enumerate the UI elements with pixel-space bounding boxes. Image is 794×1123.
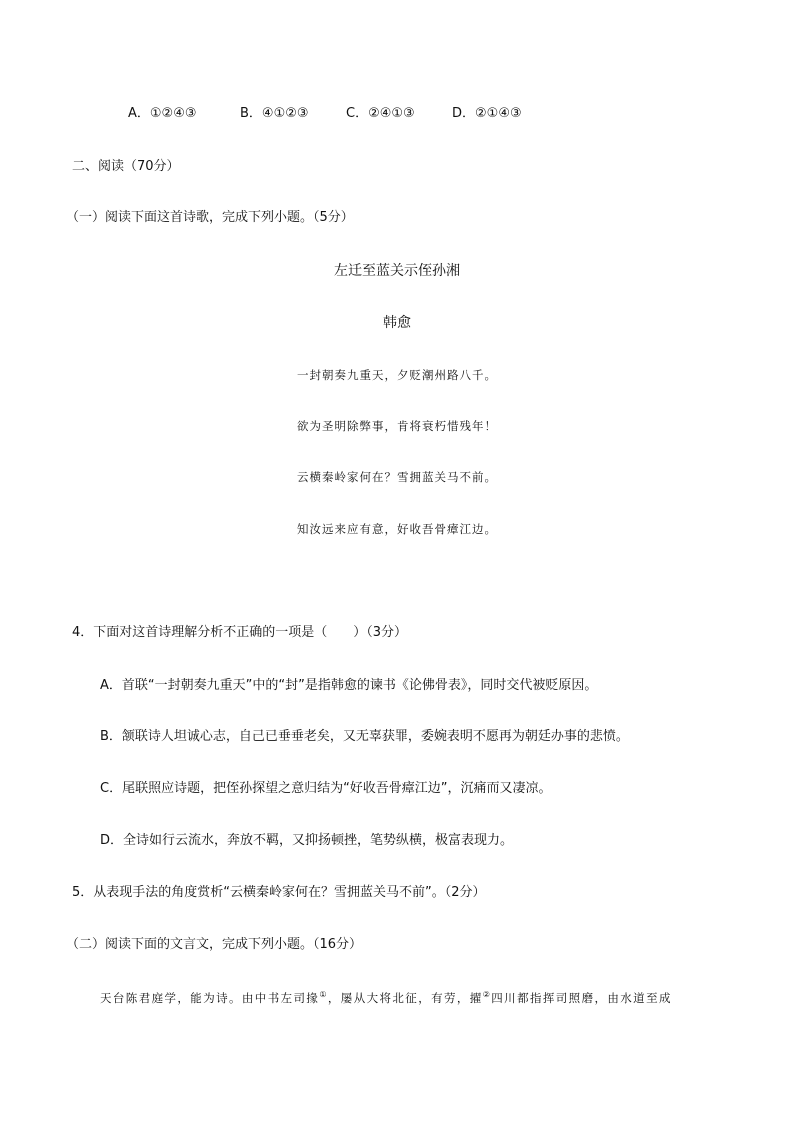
option-b: B．④①②③ — [240, 106, 309, 121]
poem-line-4: 知汝远来应有意，好收吾骨瘴江边。 — [297, 522, 497, 536]
poem-line-2: 欲为圣明除弊事，肯将衰朽惜残年！ — [297, 419, 497, 433]
question-4-option-c: C．尾联照应诗题，把侄孙探望之意归结为“好收吾骨瘴江边”，沉痛而又凄凉。 — [100, 781, 552, 796]
option-c: C．②④①③ — [346, 106, 415, 121]
question-3-options — [128, 105, 522, 123]
question-4-option-a: A．首联“一封朝奏九重天”中的“封”是指韩愈的谏书《论佛骨表》，同时交代被贬原因。 — [100, 678, 598, 693]
question-4-option-b: B．颔联诗人坦诚心志，自己已垂垂老矣，又无辜获罪，委婉表明不愿再为朝廷办事的悲愤。 — [100, 729, 629, 744]
part-two-instruction: （二）阅读下面的文言文，完成下列小题。（16分） — [66, 937, 363, 952]
poem-author: 韩愈 — [383, 315, 411, 331]
footnote-2: ② — [482, 990, 492, 1000]
question-5-stem: 5．从表现手法的角度赏析“云横秦岭家何在？雪拥蓝关马不前”。（2分） — [72, 885, 486, 900]
footnote-1: ① — [319, 990, 328, 1000]
question-4-option-d: D．全诗如行云流水，奔放不羁，又抑扬顿挫，笔势纵横，极富表现力。 — [100, 833, 514, 848]
option-d: D．②①④③ — [452, 106, 522, 121]
poem-line-3: 云横秦岭家何在？雪拥蓝关马不前。 — [297, 470, 497, 484]
passage-text-c: 四川都指挥司照磨，由水道至成 — [491, 991, 672, 1005]
poem-title: 左迁至蓝关示侄孙湘 — [334, 263, 460, 279]
question-4-stem: 4．下面对这首诗理解分析不正确的一项是（ ）（3分） — [72, 625, 408, 640]
section-two-heading: 二、阅读（70分） — [72, 159, 180, 174]
part-one-instruction: （一）阅读下面这首诗歌，完成下列小题。（5分） — [66, 210, 354, 225]
poem-line-1: 一封朝奏九重天，夕贬潮州路八千。 — [297, 368, 497, 382]
passage-text-a: 天台陈君庭学，能为诗。由中书左司掾 — [100, 991, 320, 1005]
classical-passage-line-1 — [100, 989, 672, 1007]
passage-text-b: ，屡从大将北征，有劳，擢 — [327, 991, 483, 1005]
option-a: A．①②④③ — [128, 106, 197, 121]
